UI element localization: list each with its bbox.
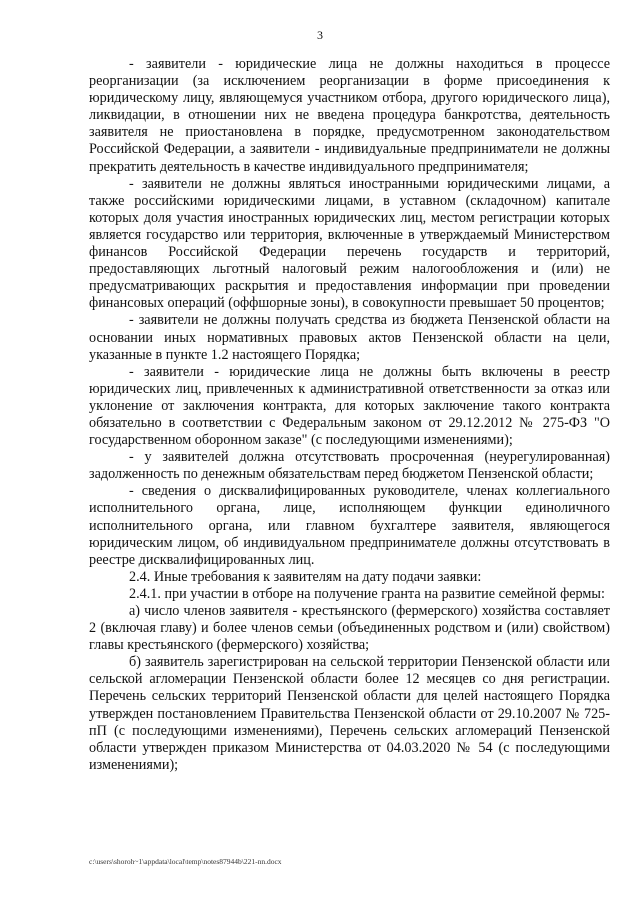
paragraph: - заявители не должны получать средства из бюджета Пензенской области на основании иных нормативных правовых актов Пензенской области на цели, указанные в пункте 1.2 настоящего Порядка;	[89, 312, 610, 363]
document-body	[89, 56, 610, 774]
footer-file-path: c:\users\shoroh~1\appdata\local\temp\notes87944b\221-nn.docx	[89, 857, 282, 866]
paragraph: - заявители не должны являться иностранными юридическими лицами, а также российскими юридическими лицами, в уставном (складочном) капитале которых доля участия иностранных юридических лиц, местом регистрации которых является государство или территория, включенные в утверждаемый Министерством финансов Российской Федерации перечень государств и территорий, предоставляющих льготный налоговый режим налогообложения и (или) не предусматривающих раскрытия и предоставления информации при проведении финансовых операций (оффшорные зоны), в совокупности превышает 50 процентов;	[89, 175, 610, 312]
paragraph: б) заявитель зарегистрирован на сельской территории Пензенской области или сельской агломерации Пензенской области более 12 месяцев со дня регистрации. Перечень сельских территорий Пензенской области для целей настоящего Порядка утвержден постановлением Правительства Пензенской области от 29.10.2007 № 725-пП (с последующими изменениями), Перечень сельских агломераций Пензенской области утвержден приказом Министерства от 04.03.2020 № 54 (с последующими изменениями);	[89, 654, 610, 773]
paragraph: - у заявителей должна отсутствовать просроченная (неурегулированная) задолженность по денежным обязательствам перед бюджетом Пензенской области;	[89, 449, 610, 483]
page-number: 3	[317, 28, 323, 42]
paragraph: - сведения о дисквалифицированных руководителе, членах коллегиального исполнительного органа, лице, исполняющем функции единоличного исполнительного органа, или главном бухгалтере заявителя, являющегося юридическим лицом, об индивидуальном предпринимателе должны отсутствовать в реестре дисквалифицированных лиц.	[89, 483, 610, 568]
section-heading: 2.4. Иные требования к заявителям на дату подачи заявки:	[129, 568, 482, 585]
paragraph: а) число членов заявителя - крестьянского (фермерского) хозяйства составляет 2 (включая главу) и более членов семьи (объединенных родством и (или) свойством) главы крестьянского (фермерского) хозяйства;	[89, 603, 610, 654]
paragraph: - заявители - юридические лица не должны быть включены в реестр юридических лиц, привлеченных к административной ответственности за отказ или уклонение от заключения контракта, для которых заключение такого контракта обязательно в соответствии с Федеральным законом от 29.12.2012 № 275-ФЗ "О государственном оборонном заказе" (с последующими изменениями);	[89, 363, 610, 449]
paragraph: - заявители - юридические лица не должны находиться в процессе реорганизации (за исключением реорганизации в форме присоединения к юридическому лицу, являющемуся участником отбора, другого юридического лица), ликвидации, в отношении них не введена процедура банкротства, деятельность заявителя не приостановлена в порядке, предусмотренном законодательством Российской Федерации, а заявители - индивидуальные предприниматели не должны прекратить деятельность в качестве индивидуального предпринимателя;	[89, 56, 610, 175]
subsection-heading: 2.4.1. при участии в отборе на получение гранта на развитие семейной фермы:	[129, 585, 605, 602]
